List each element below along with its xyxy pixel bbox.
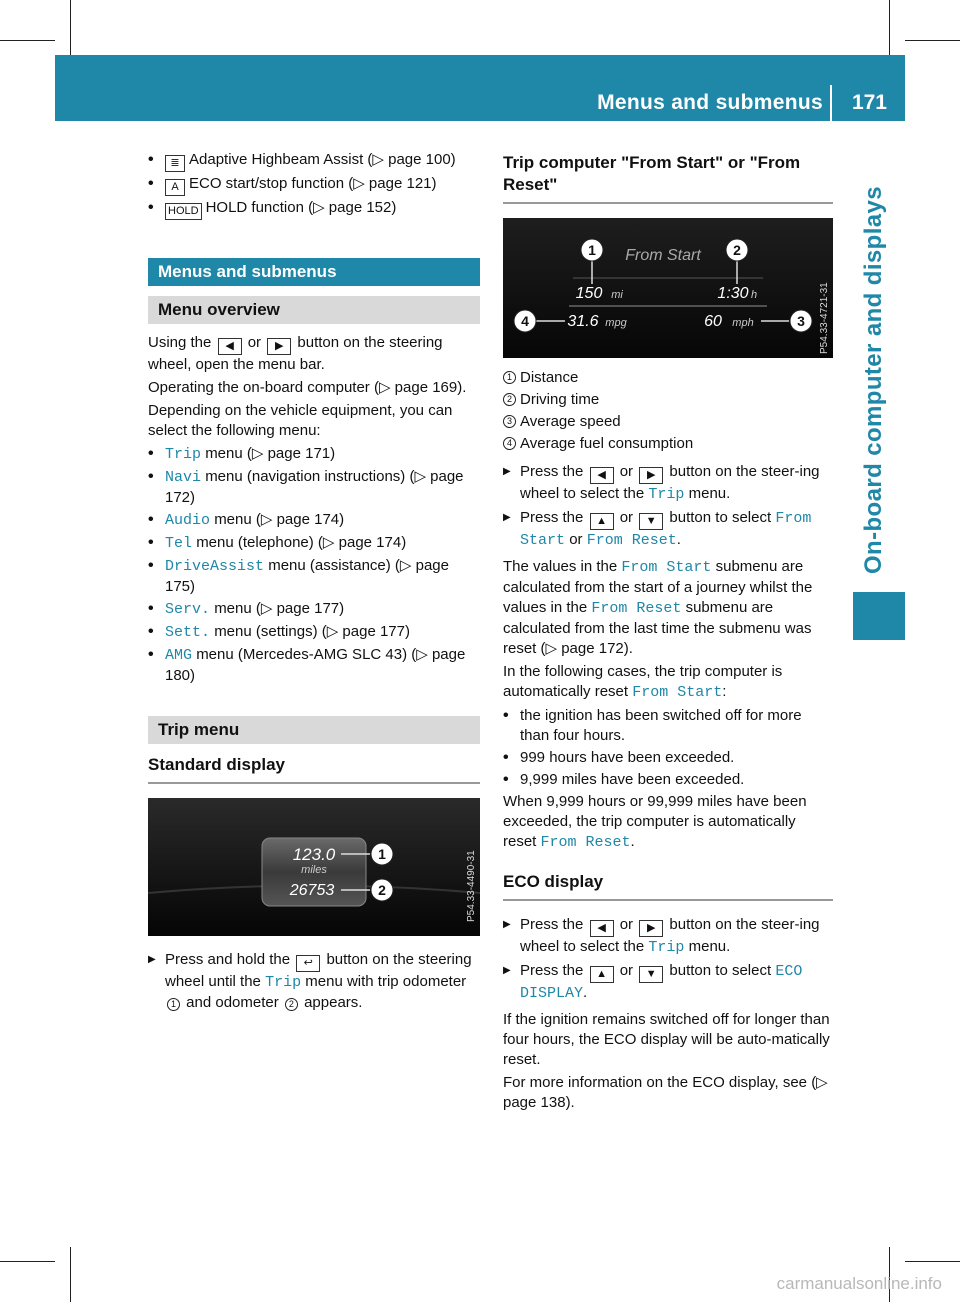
hold-icon: HOLD [165, 203, 202, 220]
paragraph: In the following cases, the trip computer is automatically reset From Start: [503, 663, 783, 701]
list-item: • Tel menu (telephone) (▷ page 174) [148, 533, 480, 554]
trip-odometer-unit: miles [301, 864, 327, 876]
callout-2: 2 [378, 882, 386, 898]
heading: ECO display [503, 871, 833, 901]
instruction-step: ▶ Press the ▲ or ▼ button to select ECO DISPLAY. [503, 961, 833, 1004]
crop-mark [0, 1261, 55, 1262]
list-item: • HOLD HOLD function (▷ page 152) [148, 198, 480, 220]
chapter-tab-marker [853, 592, 905, 640]
page-number: 171 [851, 91, 887, 114]
right-arrow-key-icon: ▶ [639, 920, 663, 937]
display-title: From Start [625, 247, 701, 264]
watermark: carmanualsonline.info [776, 1274, 942, 1293]
list-item: • Navi menu (navigation instructions) (▷ page 172) [148, 467, 480, 508]
highbeam-assist-icon: ≣ [165, 155, 185, 172]
paragraph: Depending on the vehicle equipment, you can select the following menu: [148, 402, 453, 439]
list-item: • Trip menu (▷ page 171) [148, 444, 480, 465]
list-item: • Sett. menu (settings) (▷ page 177) [148, 622, 480, 643]
crop-mark [70, 0, 71, 55]
paragraph: When 9,999 hours or 99,999 miles have been exceeded, the trip computer is automatically reset From Reset. [503, 793, 807, 851]
paragraph: For more information on the ECO display, see (▷ page 138). [503, 1074, 828, 1111]
standard-display-illustration [148, 798, 480, 936]
instruction-step: ▶ Press and hold the ↩ button on the steering wheel until the Trip menu with trip odometer 1 and odometer 2 appears. [148, 950, 480, 1013]
distance-value: 150 [575, 285, 603, 302]
list-item: 1 Distance [503, 368, 833, 388]
trip-odometer-value: 123.0 [292, 845, 336, 864]
trip-computer-illustration [503, 218, 833, 358]
left-arrow-key-icon: ◀ [218, 338, 242, 355]
list-item: 2 Driving time [503, 390, 833, 410]
list-item: • ≣ Adaptive Highbeam Assist (▷ page 100) [148, 150, 480, 172]
paragraph: Operating the on-board computer (▷ page 169). [148, 379, 467, 396]
list-item: • 999 hours have been exceeded. [503, 748, 833, 768]
menu-list [148, 444, 480, 686]
heading: Trip computer "From Start" or "From Reset" [503, 152, 833, 204]
distance-unit: mi [611, 289, 623, 301]
callout-2: 2 [733, 242, 741, 258]
subsection-heading: Menu overview [148, 296, 480, 324]
list-item: • DriveAssist menu (assistance) (▷ page 175) [148, 556, 480, 597]
right-arrow-key-icon: ▶ [639, 467, 663, 484]
instruction-step: ▶ Press the ◀ or ▶ button on the steer-ing wheel to select the Trip menu. [503, 915, 833, 958]
callout-1: 1 [588, 242, 596, 258]
list-item: • A ECO start/stop function (▷ page 121) [148, 174, 480, 196]
down-arrow-key-icon: ▼ [639, 513, 663, 530]
paragraph: If the ignition remains switched off for longer than four hours, the ECO display will be auto-matically reset. [503, 1011, 830, 1068]
crop-mark [905, 1261, 960, 1262]
consumption-value: 31.6 [567, 313, 599, 330]
figure-code: P54.33-4721-31 [819, 282, 830, 354]
callout-1: 1 [378, 846, 386, 862]
callout-3: 3 [797, 313, 805, 329]
list-item: 3 Average speed [503, 412, 833, 432]
header-title: Menus and submenus [597, 91, 823, 114]
average-speed-value: 60 [704, 313, 722, 330]
list-item: • 9,999 miles have been exceeded. [503, 770, 833, 790]
crop-mark [70, 1247, 71, 1302]
odometer-value: 26753 [289, 882, 335, 899]
driving-time-value: 1:30 [717, 285, 749, 302]
instruction-step: ▶ Press the ◀ or ▶ button on the steer-ing wheel to select the Trip menu. [503, 462, 833, 505]
paragraph: The values in the From Start submenu are calculated from the start of a journey whilst the values in the From Reset submenu are calculated from the last time the submenu was reset (▷ page 172). [503, 558, 813, 657]
callout-4: 4 [521, 313, 529, 329]
up-arrow-key-icon: ▲ [590, 966, 614, 983]
list-item: 4 Average fuel consumption [503, 434, 833, 454]
figure-code: P54.33-4490-31 [466, 850, 477, 922]
trip-computer-figure [503, 218, 833, 358]
heading: Standard display [148, 754, 480, 784]
instruction-step: ▶ Press the ▲ or ▼ button to select From Start or From Reset. [503, 508, 833, 551]
back-key-icon: ↩ [296, 955, 320, 972]
up-arrow-key-icon: ▲ [590, 513, 614, 530]
down-arrow-key-icon: ▼ [639, 966, 663, 983]
consumption-unit: mpg [605, 317, 627, 329]
right-arrow-key-icon: ▶ [267, 338, 291, 355]
crop-mark [889, 0, 890, 55]
left-arrow-key-icon: ◀ [590, 920, 614, 937]
page-header [55, 55, 905, 121]
callout-1-ref: 1 [167, 998, 180, 1011]
list-item: • AMG menu (Mercedes-AMG SLC 43) (▷ page 180) [148, 645, 480, 686]
legend-list [503, 368, 833, 454]
crop-mark [0, 40, 55, 41]
right-column [503, 150, 833, 1116]
crop-mark [905, 40, 960, 41]
left-arrow-key-icon: ◀ [590, 467, 614, 484]
eco-start-stop-icon: A [165, 179, 185, 196]
subsection-heading: Trip menu [148, 716, 480, 744]
list-item: • the ignition has been switched off for more than four hours. [503, 706, 833, 746]
header-divider [830, 85, 832, 121]
standard-display-figure [148, 798, 480, 936]
callout-2-ref: 2 [285, 998, 298, 1011]
chapter-tab-label: On-board computer and displays [860, 185, 887, 575]
left-column [148, 150, 480, 1016]
paragraph: Using the ◀ or ▶ button on the steering wheel, open the menu bar. [148, 334, 443, 373]
section-heading: Menus and submenus [148, 258, 480, 286]
list-item: • Serv. menu (▷ page 177) [148, 599, 480, 620]
list-item: • Audio menu (▷ page 174) [148, 510, 480, 531]
driving-time-unit: h [750, 289, 758, 301]
average-speed-unit: mph [732, 317, 754, 329]
